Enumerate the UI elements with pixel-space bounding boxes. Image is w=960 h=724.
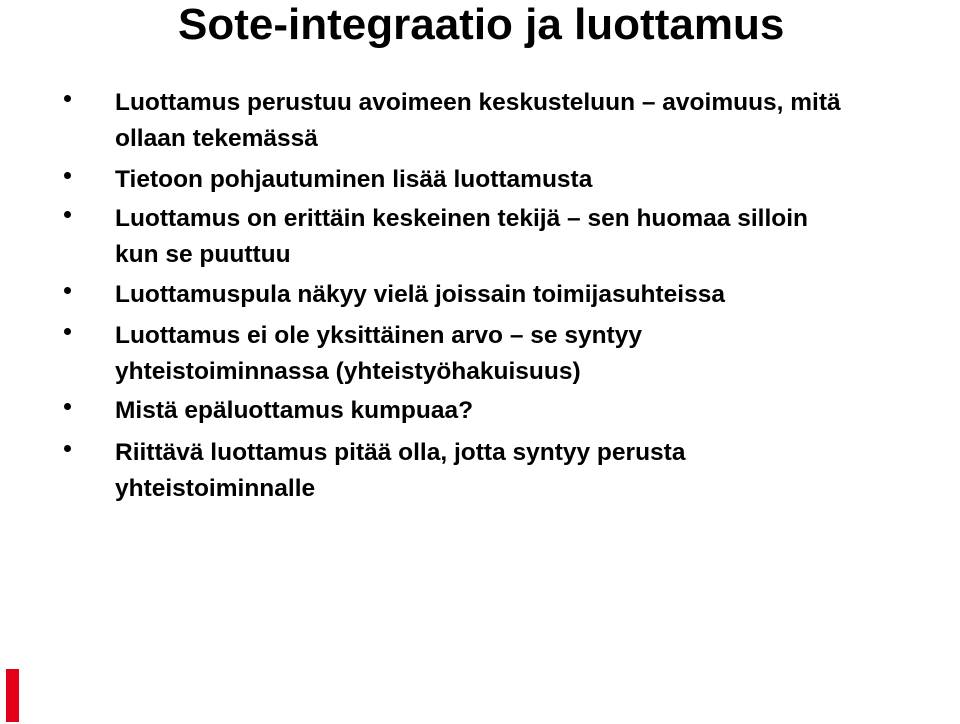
bullet-text bbox=[115, 201, 955, 273]
bullet-line: Luottamuspula näkyy vielä joissain toimijasuhteissa bbox=[115, 281, 725, 308]
bullet-text bbox=[115, 435, 955, 507]
bullet-line: Luottamus perustuu avoimeen keskusteluun – avoimuus, mitä bbox=[115, 89, 841, 116]
bullet-text bbox=[115, 162, 955, 198]
bullet-line: yhteistoiminnalle bbox=[115, 475, 316, 502]
bullet-text bbox=[115, 85, 955, 157]
bullet-line: kun se puuttuu bbox=[115, 241, 291, 268]
bullet-icon bbox=[64, 211, 71, 218]
slide-title: Sote-integraatio ja luottamus bbox=[178, 0, 785, 49]
bullet-line: Tietoon pohjautuminen lisää luottamusta bbox=[115, 166, 593, 193]
bullet-icon bbox=[64, 328, 71, 335]
bullet-line: ollaan tekemässä bbox=[115, 125, 318, 152]
bullet-icon bbox=[64, 403, 71, 410]
bullet-text bbox=[115, 393, 955, 429]
bullet-icon bbox=[64, 445, 71, 452]
red-accent-bar bbox=[6, 669, 19, 722]
bullet-line: Luottamus on erittäin keskeinen tekijä – sen huomaa silloin bbox=[115, 205, 808, 232]
bullet-icon bbox=[64, 172, 71, 179]
bullet-text bbox=[115, 318, 955, 390]
bullet-line: yhteistoiminnassa (yhteistyöhakuisuus) bbox=[115, 358, 581, 385]
bullet-line: Riittävä luottamus pitää olla, jotta syntyy perusta bbox=[115, 439, 686, 466]
bullet-icon bbox=[64, 95, 71, 102]
bullet-icon bbox=[64, 287, 71, 294]
bullet-line: Mistä epäluottamus kumpuaa? bbox=[115, 397, 474, 424]
bullet-line: Luottamus ei ole yksittäinen arvo – se syntyy bbox=[115, 322, 642, 349]
bullet-text bbox=[115, 277, 955, 313]
